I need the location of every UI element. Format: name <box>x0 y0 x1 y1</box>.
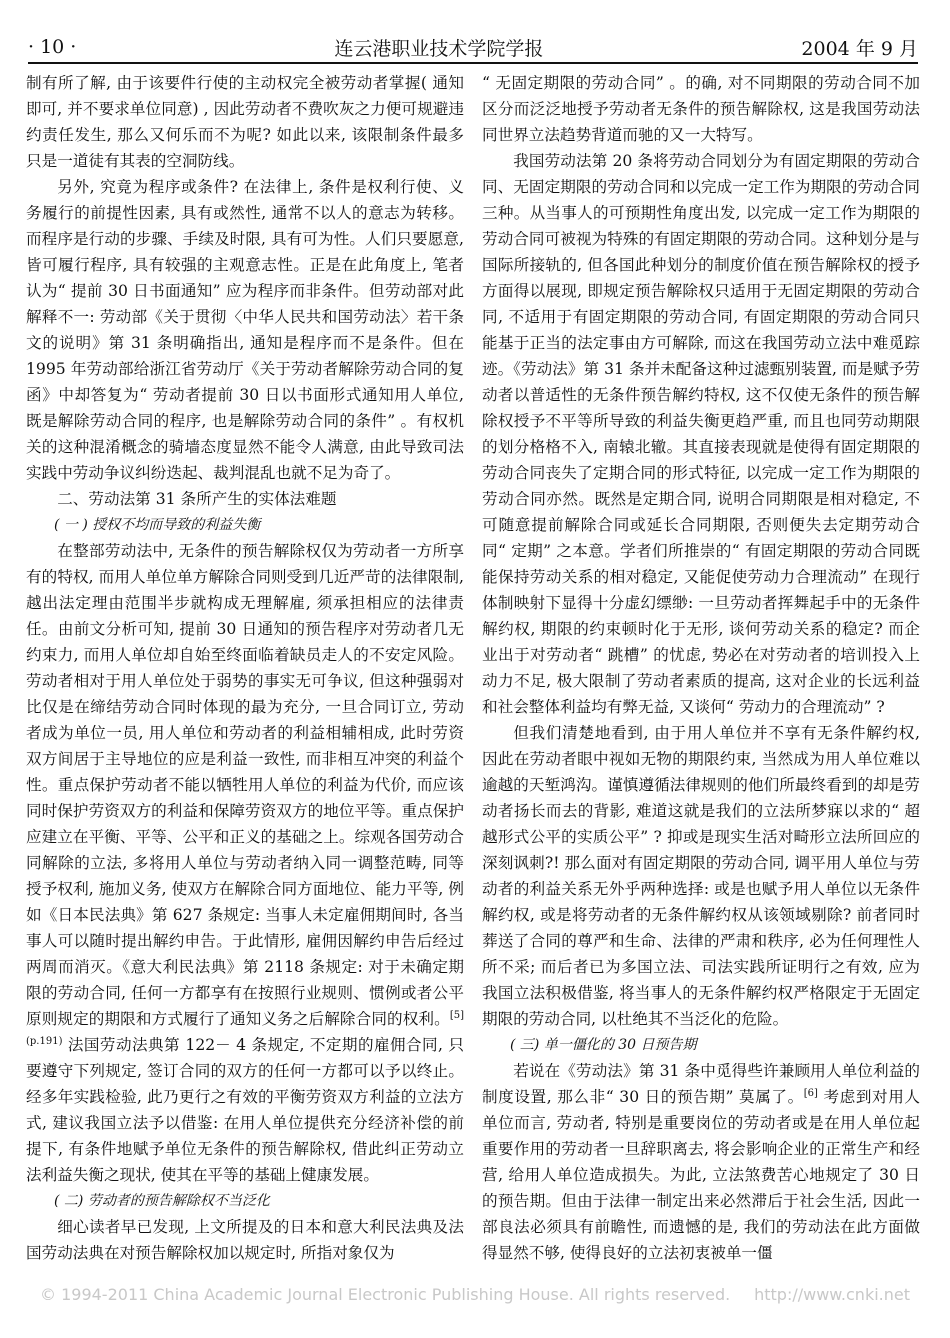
subsection-heading: ( 三) 单一僵化的 30 日预告期 <box>510 1037 697 1053</box>
paragraph: 但我们清楚地看到, 由于用人单位并不享有无条件解约权, 因此在劳动者眼中视如无物的期限约束, 当然成为用人单位难以逾越的天堑鸿沟。谨慎遵循法律规则的他们所最终看到的却是劳动者扬长而去的背影, 难道这就是我们的立法所梦寐以求的“ 超越形式公平的实质公平” ? 抑或是现实生活对畸形立法所回应的深刻讽刺?! 那么面对有固定期限的劳动合同, 调平用人单位与劳动者的利益关系无外乎两种选择: 或是也赋予用人单位以无条件解约权, 或是将劳动者的无条件解约权从该领域剔除? 前者同时葬送了合同的尊严和生命、法律的严肃和秩序, 必为任何理性人所不采; 而后者已为多国立法、司法实践所证明行之有效, 应为我国立法积极借鉴, 将当事人的无条件解约权严格限定于无固定期限的劳动合同, 以杜绝其不当泛化的危险。 <box>482 724 920 1028</box>
left-column <box>26 70 464 1266</box>
paragraph <box>482 1058 920 1266</box>
paragraph <box>26 538 464 1188</box>
issue-date: 2004 年 9 月 <box>801 37 918 60</box>
citation-ref: [5](p.191) <box>26 1009 464 1047</box>
right-column <box>482 70 920 1266</box>
copyright-text: © 1994-2011 China Academic Journal Electronic Publishing House. All rights reserved. <box>40 1285 731 1304</box>
paragraph: 我国劳动法第 20 条将劳动合同划分为有固定期限的劳动合同、无固定期限的劳动合同和以完成一定工作为期限的劳动合同三种。从当事人的可预期性角度出发, 以完成一定工作为期限的劳动合同可被视为特殊的有固定期限的劳动合同。这种划分是与国际所接轨的, 但各国此种划分的制度价值在预告解除权的授予方面得以展现, 即规定预告解除权只适用于无固定期限的劳动合同, 不适用于有固定期限的劳动合同, 有固定期限的劳动合同只能基于正当的法定事由方可解除, 而这在我国劳动立法中难觅踪迹。《劳动法》第 31 条并未配备这种过滤甄别装置, 而是赋予劳动者以普适性的无条件预告解约特权, 这不仅使无条件的预告解除权授予不平等所导致的利益失衡更趋严重, 而且也同劳动期限的划分格格不入, 南辕北辙。其直接表现就是使得有固定期限的劳动合同丧失了定期合同的形式特征, 以完成一定工作为期限的劳动合同亦然。既然是定期合同, 说明合同期限是相对稳定, 不可随意提前解除合同或延长合同期限, 否则便失去定期劳动合同“ 定期” 之本意。学者们所推崇的“ 有固定期限的劳动合同既能保持劳动关系的相对稳定, 又能促使劳动力合理流动” 在现行体制映射下显得十分虚幻缥缈: 一旦劳动者挥舞起手中的无条件解约权, 期限的约束顿时化于无形, 谈何劳动关系的稳定? 而企业出于对劳动者“ 跳槽” 的忧虑, 势必在对劳动者的培训投入上动力不足, 极大限制了劳动者素质的提高, 这对企业的长远利益和社会整体利益均有弊无益, 又谈何“ 劳动力的合理流动” ? <box>482 152 920 716</box>
citation-ref: [6] <box>803 1087 818 1099</box>
paragraph: 另外, 究竟为程序或条件? 在法律上, 条件是权利行使、义务履行的前提性因素, 具有或然性, 通常不以人的意志为转移。而程序是行动的步骤、手续及时限, 具有可为性。人们只要愿意, 皆可履行程序, 具有较强的主观意志性。正是在此角度上, 笔者认为“ 提前 30 日书面通知” 应为程序而非条件。但劳动部对此解释不一: 劳动部《关于贯彻〈中华人民共和国劳动法〉若干条文的说明》第 31 条明确指出, 通知是程序而不是条件。但在 1995 年劳动部给浙江省劳动厅《关于劳动者解除劳动合同的复函》中却答复为“ 劳动者提前 30 日以书面形式通知用人单位, 既是解除劳动合同的程序, 也是解除劳动合同的条件” 。有权机关的这种混淆概念的骑墙态度显然不能令人满意, 由此导致司法实践中劳动争议纠纷迭起、裁判混乱也就不足为奇了。 <box>26 178 464 482</box>
paragraph-text: 法国劳动法典第 122－ 4 条规定, 不定期的雇佣合同, 只要遵守下列规定, 签订合同的双方的任何一方都可以予以终止。经多年实践检验, 此乃更行之有效的平衡劳资双方利益的立法方式, 建议我国立法予以借鉴: 在用人单位提供充分经济补偿的前提下, 有条件地赋予单位无条件的预告解除权, 借此纠正劳动立法利益失衡之现状, 使其在平等的基础上健康发展。 <box>26 1036 464 1184</box>
copyright-watermark <box>40 1285 910 1304</box>
paragraph-text: 考虑到对用人单位而言, 劳动者, 特别是重要岗位的劳动者或是在用人单位起重要作用的劳动者一旦辞职离去, 将会影响企业的正常生产和经营, 给用人单位造成损失。为此, 立法煞费苦心地规定了 30 日的预告期。但由于法律一制定出来必然滞后于社会生活, 因此一部良法必须具有前瞻性, 而遗憾的是, 我们的劳动法在此方面做得显然不够, 使得良好的立法初衷被单一僵 <box>482 1088 920 1262</box>
site-url: http://www.cnki.net <box>754 1285 910 1304</box>
subsection-heading: ( 一 ) 授权不均而导致的利益失衡 <box>54 517 261 533</box>
paragraph: 细心读者早已发现, 上文所提及的日本和意大利民法典及法国劳动法典在对预告解除权加以规定时, 所指对象仅为 <box>26 1218 464 1262</box>
paragraph: “ 无固定期限的劳动合同” 。的确, 对不同期限的劳动合同不加区分而泛泛地授予劳动者无条件的预告解除权, 这是我国劳动法同世界立法趋势背道而驰的又一大特写。 <box>482 74 920 144</box>
paragraph: 制有所了解, 由于该要件行使的主动权完全被劳动者掌握( 通知即可, 并不要求单位同意) , 因此劳动者不费吹灰之力便可规避违约责任发生, 那么又何乐而不为呢? 如此以来, 该限制条件最多只是一道徒有其表的空洞防线。 <box>26 74 464 170</box>
header-rule <box>28 62 918 64</box>
paragraph-text: 在整部劳动法中, 无条件的预告解除权仅为劳动者一方所享有的特权, 而用人单位单方解除合同则受到几近严苛的法律限制, 越出法定理由范围半步就构成无理解雇, 须承担相应的法律责任。由前文分析可知, 提前 30 日通知的预告程序对劳动者几无约束力, 而用人单位却自始至终面临着缺员走人的不安定风险。劳动者相对于用人单位处于弱势的事实无可争议, 但这种强弱对比仅是在缔结劳动合同时体现的最为充分, 一旦合同订立, 劳动者成为单位一员, 用人单位和劳动者的利益相辅相成, 此时劳资双方间居于主导地位的应是利益一致性, 而非相互冲突的利益个性。重点保护劳动者不能以牺牲用人单位的利益为代价, 而应该同时保护劳资双方的利益和保障劳资双方的地位平等。重点保护应建立在平衡、平等、公平和正义的基础之上。综观各国劳动合同解除的立法, 多将用人单位与劳动者纳入同一调整范畴, 同等授予权利, 施加义务, 使双方在解除合同方面地位、能力平等, 例如《日本民法典》第 627 条规定: 当事人未定雇佣期间时, 各当事人可以随时提出解约申告。于此情形, 雇佣因解约申告后经过两周而消灭。《意大利民法典》第 2118 条规定: 对于未确定期限的劳动合同, 任何一方都享有在按照行业规则、惯例或者公平原则规定的期限和方式履行了通知义务之后解除合同的权利。 <box>26 542 464 1028</box>
section-heading: 二、劳动法第 31 条所产生的实体法难题 <box>57 490 337 508</box>
subsection-heading: ( 二) 劳动者的预告解除权不当泛化 <box>54 1193 270 1209</box>
page-number: · 10 · <box>28 36 77 58</box>
journal-title: 连云港职业技术学院学报 <box>334 37 544 60</box>
page-header <box>28 30 918 64</box>
paragraph-text: 若说在《劳动法》第 31 条中觅得些许兼顾用人单位利益的制度设置, 那么非“ 30 日的预告期” 莫属了。 <box>482 1062 920 1106</box>
